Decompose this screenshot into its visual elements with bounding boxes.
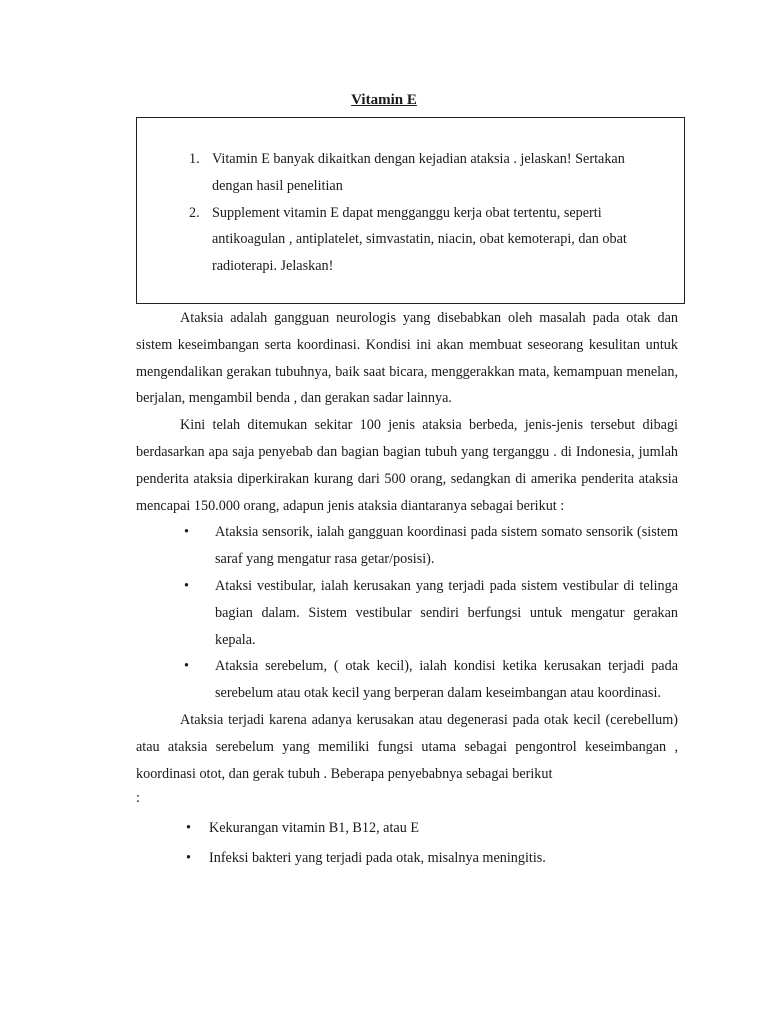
document-body [136,305,678,873]
bullet-icon: • [184,658,189,675]
question-number: 2. [189,204,200,221]
list-item-text: Ataksia serebelum, ( otak kecil), ialah kondisi ketika kerusakan terjadi pada serebelum atau otak kecil yang berperan dalam keseimbangan atau koordinasi. [215,658,678,702]
question-text: Supplement vitamin E dapat mengganggu kerja obat tertentu, seperti antikoagulan , antiplatelet, simvastatin, niacin, obat kemoterapi, dan obat radioterapi. Jelaskan! [212,204,627,275]
paragraph-ataxia-causes-intro: Ataksia terjadi karena adanya kerusakan atau degenerasi pada otak kecil (cerebellum) atau ataksia serebelum yang memiliki fungsi utama sebagai pengontrol keseimbangan , koordinasi otot, dan gerak tubuh . Beberapa penyebabnya sebagai berikut [136,711,678,782]
question-item [181,200,662,280]
list-item-text: Ataksi vestibular, ialah kerusakan yang terjadi pada sistem vestibular di telinga bagian dalam. Sistem vestibular sendiri berfungsi untuk mengatur gerakan kepala. [215,577,678,648]
list-item-text: Kekurangan vitamin B1, B12, atau E [209,820,420,837]
colon-line: : [136,790,140,807]
list-item [136,813,678,843]
bullet-icon: • [186,850,191,867]
paragraph-ataxia-definition: Ataksia adalah gangguan neurologis yang disebabkan oleh masalah pada otak dan sistem keseimbangan serta koordinasi. Kondisi ini akan membuat seseorang kesulitan untuk mengendalikan gerakan tubuhnya, baik saat bicara, menggerakkan mata, kemampuan menelan, berjalan, mengambil benda , dan gerakan sadar lainnya. [136,310,678,407]
paragraph-ataxia-types-intro: Kini telah ditemukan sekitar 100 jenis ataksia berbeda, jenis-jenis tersebut dibagi berdasarkan apa saja penyebab dan bagian bagian tubuh yang terganggu . di Indonesia, jumlah penderita ataksia diperkirakan kurang dari 500 orang, sedangkan di amerika penderita ataksia mencapai 150.000 orang, adapun jenis ataksia diantaranya sebagai berikut : [136,417,678,514]
question-box [136,117,685,304]
question-list [181,146,662,280]
list-item [136,843,678,873]
bullet-icon: • [186,820,191,837]
bullet-icon: • [184,577,189,594]
question-item [181,146,662,200]
question-number: 1. [189,151,200,167]
list-item-text: Infeksi bakteri yang terjadi pada otak, misalnya meningitis. [209,850,546,867]
question-text: Vitamin E banyak dikaitkan dengan kejadian ataksia . jelaskan! Sertakan dengan hasil penelitian [212,151,625,194]
list-item [136,573,678,653]
document-title: Vitamin E [351,92,417,108]
list-item [136,653,678,707]
ataxia-types-list [136,519,678,707]
list-item [136,519,678,573]
ataxia-causes-list [136,813,678,873]
list-item-text: Ataksia sensorik, ialah gangguan koordinasi pada sistem somato sensorik (sistem saraf yang mengatur rasa getar/posisi). [215,524,678,568]
bullet-icon: • [184,524,189,541]
